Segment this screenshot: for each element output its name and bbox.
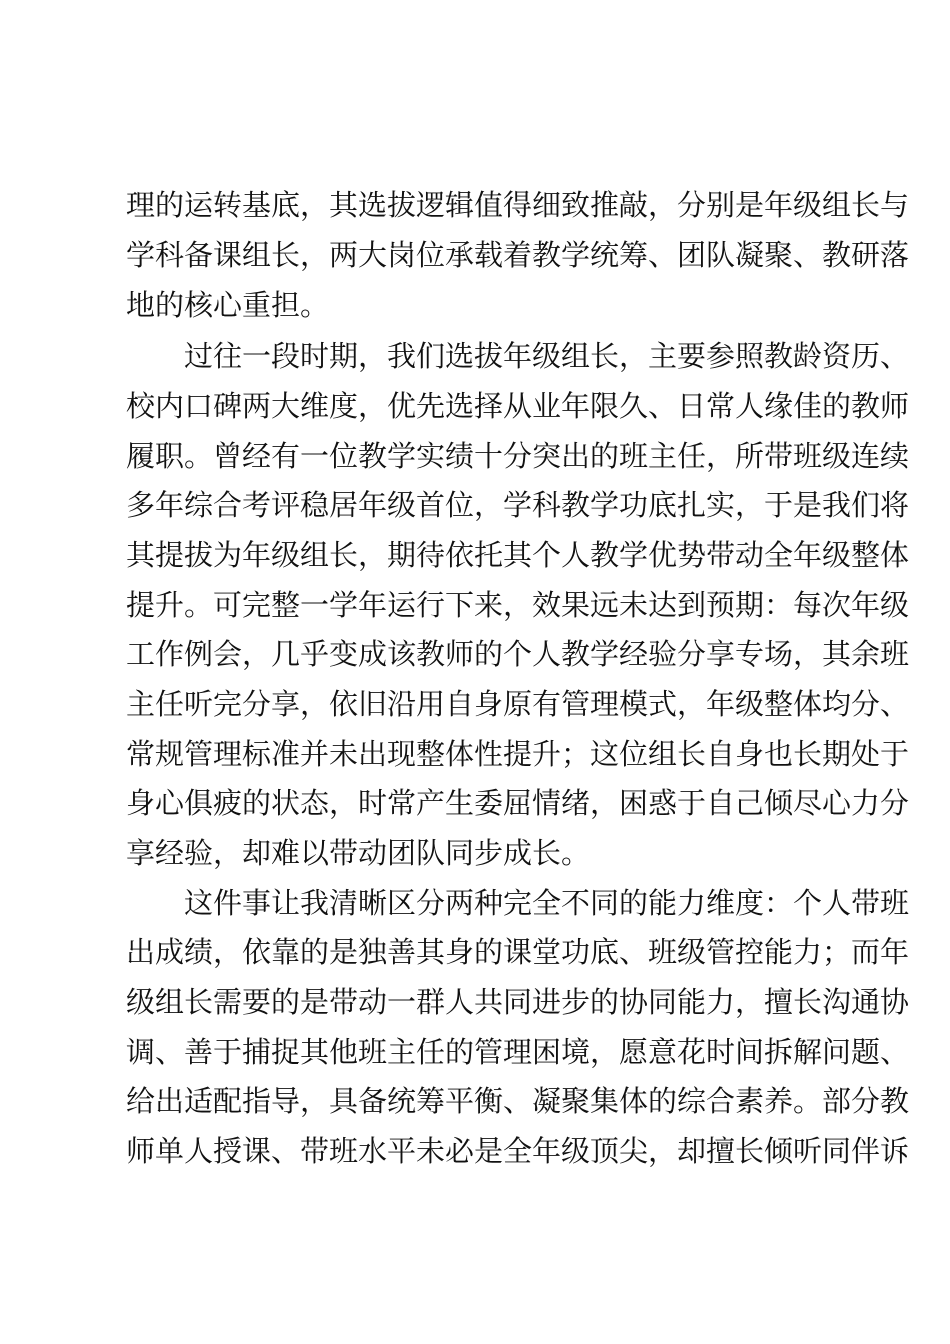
- paragraph-2-line-1: 过往一段时期，我们选拔年级组长，主要参照教龄资历、: [184, 339, 910, 373]
- paragraph-3-line-6: 师单人授课、带班水平未必是全年级顶尖，却擅长倾听同伴诉: [126, 1134, 910, 1168]
- paragraph-1-line-2: 学科备课组长，两大岗位承载着教学统筹、团队凝聚、教研落: [126, 238, 910, 272]
- paragraph-2-line-7: 工作例会，几乎变成该教师的个人教学经验分享专场，其余班: [126, 637, 910, 671]
- paragraph-1-line-3: 地的核心重担。: [126, 288, 330, 322]
- paragraph-2-line-11: 享经验，却难以带动团队同步成长。: [126, 836, 591, 870]
- paragraph-2-line-2: 校内口碑两大维度，优先选择从业年限久、日常人缘佳的教师: [126, 389, 910, 423]
- paragraph-3-line-2: 出成绩，依靠的是独善其身的课堂功底、班级管控能力；而年: [126, 935, 910, 969]
- paragraph-2-line-8: 主任听完分享，依旧沿用自身原有管理模式，年级整体均分、: [126, 687, 910, 721]
- paragraph-2-line-9: 常规管理标准并未出现整体性提升；这位组长自身也长期处于: [126, 737, 910, 771]
- paragraph-3-line-1: 这件事让我清晰区分两种完全不同的能力维度：个人带班: [184, 886, 910, 920]
- paragraph-1-line-1: 理的运转基底，其选拔逻辑值得细致推敲，分别是年级组长与: [126, 188, 910, 222]
- paragraph-3-line-4: 调、善于捕捉其他班主任的管理困境，愿意花时间拆解问题、: [126, 1035, 910, 1069]
- paragraph-2-line-10: 身心俱疲的状态，时常产生委屈情绪，困惑于自己倾尽心力分: [126, 786, 910, 820]
- paragraph-3-line-5: 给出适配指导，具备统筹平衡、凝聚集体的综合素养。部分教: [126, 1084, 910, 1118]
- paragraph-2-line-5: 其提拔为年级组长，期待依托其个人教学优势带动全年级整体: [126, 538, 910, 572]
- paragraph-2-line-4: 多年综合考评稳居年级首位，学科教学功底扎实，于是我们将: [126, 488, 910, 522]
- paragraph-2-line-3: 履职。曾经有一位教学实绩十分突出的班主任，所带班级连续: [126, 439, 910, 473]
- paragraph-3-line-3: 级组长需要的是带动一群人共同进步的协同能力，擅长沟通协: [126, 985, 910, 1019]
- paragraph-2-line-6: 提升。可完整一学年运行下来，效果远未达到预期：每次年级: [126, 588, 910, 622]
